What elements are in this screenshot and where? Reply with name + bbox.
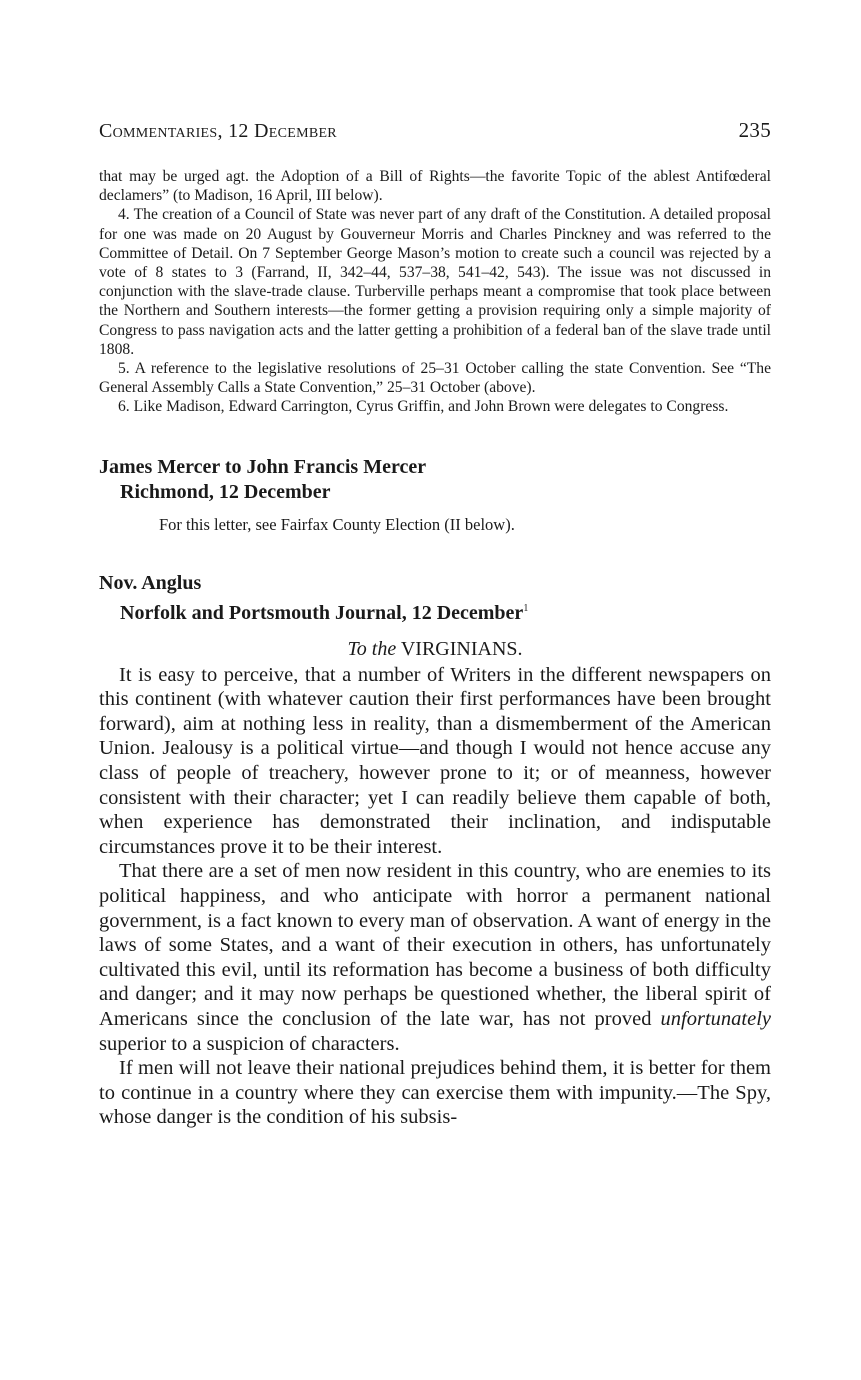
running-head xyxy=(99,118,771,143)
paragraph-1: It is easy to perceive, that a number of Writers in the different newspapers on this continent (with whatever caution their first performances have been brought forward), aim at nothing less in reality, than a dismemberment of the American Union. Jealousy is a political virtue—and though I would not hence accuse any class of people of treachery, however prone to it; or of meanness, however consistent with their character; yet I can readily believe them capable of both, when experience has demonstrated their inclination, and indisputable circumstances prove it to be their interest. xyxy=(99,663,771,858)
section-heading-anglus xyxy=(99,571,771,626)
section-heading-mercer xyxy=(99,455,771,505)
document-page xyxy=(99,118,771,1130)
paragraph-2-italic: unfortunately xyxy=(660,1007,771,1030)
section-heading-source xyxy=(99,596,771,626)
note-5: 5. A reference to the legislative resolutions of 25–31 October calling the state Convention. See “The General Assembly Calls a State Convention,” 25–31 October (above). xyxy=(99,360,771,397)
cross-reference: For this letter, see Fairfax County Election (II below). xyxy=(159,514,515,534)
source-title: Norfolk and Portsmouth Journal, 12 December xyxy=(120,601,524,624)
section-heading-place-date: Richmond, 12 December xyxy=(120,480,331,503)
page-number: 235 xyxy=(738,118,771,142)
paragraph-2-end: superior to a suspicion of characters. xyxy=(99,1032,400,1055)
note-4: 4. The creation of a Council of State was never part of any draft of the Constitution. A detailed proposal for one was made on 20 August by Gouverneur Morris and Charles Pinckney and was referred to the Committee of Detail. On 7 September George Mason’s motion to create such a council was rejected by a vote of 8 states to 3 (Farrand, II, 342–44, 537–38, 541–42, 543). The issue was not discussed in conjunction with the slave-trade clause. Turberville perhaps meant a compromise that took place between the Northern and Southern interests—the former getting a provision requiring only a simple majority of Congress to pass navigation acts and the latter getting a prohibition of a federal ban of the slave trade until 1808. xyxy=(99,206,771,358)
essay-body xyxy=(99,663,771,1130)
address-to: To the xyxy=(347,637,397,660)
paragraph-2-start: That there are a set of men now resident in this country, who are enemies to its political happiness, and who anticipate with horror a permanent national government, is a fact known to every man of observation. A want of energy in the laws of some States, and a want of their execution in others, has unfortunately cultivated this evil, until its reformation has become a business of both difficulty and danger; and it may now perhaps be questioned whether, the liberal spirit of Americans since the conclusion of the late war, has not proved xyxy=(99,860,771,1030)
section-heading-title: James Mercer to John Francis Mercer xyxy=(99,455,427,478)
paragraph-2 xyxy=(99,859,771,1056)
note-continuation: that may be urged agt. the Adoption of a Bill of Rights—the favorite Topic of the ablest Antifœderal declamers” (to Madison, 16 April, III below). xyxy=(99,168,771,205)
address-line xyxy=(99,638,771,661)
address-name: VIRGINIANS. xyxy=(400,637,523,660)
paragraph-3: If men will not leave their national prejudices behind them, it is better for them to continue in a country where they can exercise them with impunity.—The Spy, whose danger is the condition of his subsis- xyxy=(99,1057,771,1129)
note-6: 6. Like Madison, Edward Carrington, Cyrus Griffin, and John Brown were delegates to Congress. xyxy=(118,398,729,416)
endnotes xyxy=(99,167,771,417)
footnote-marker: 1 xyxy=(523,602,529,614)
section-heading-title: Nov. Anglus xyxy=(99,571,202,594)
running-head-title: Commentaries, 12 December xyxy=(99,120,337,142)
